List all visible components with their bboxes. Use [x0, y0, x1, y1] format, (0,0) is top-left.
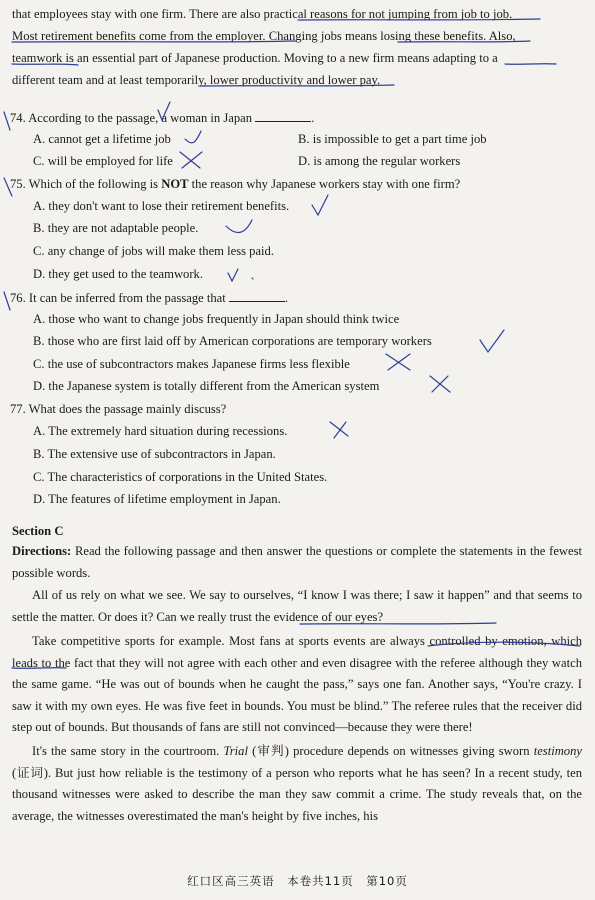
section-c-paragraph-1: All of us rely on what we see. We say to ourselves, “I know I was there; I saw it happen” and that seems to settle the matter. Or does it? Can we really trust the evidence of our eyes?: [12, 588, 582, 624]
q76-option-b: B. those who are first laid off by American corporations are temporary workers: [33, 334, 432, 348]
passage-line-4: different team and at least temporarily, lower productivity and lower pay.: [12, 73, 381, 87]
passage-line-2: Most retirement benefits come from the employer. Changing jobs means losing these benefits. Also,: [12, 29, 516, 43]
q77-option-a: A. The extremely hard situation during recessions.: [33, 424, 288, 438]
section-c-directions: [12, 541, 582, 584]
question-76-stem: 76. It can be inferred from the passage that: [10, 291, 226, 305]
cross-mark: [334, 422, 346, 438]
q76-option-d: D. the Japanese system is totally different from the American system: [33, 379, 380, 393]
cross-mark: [386, 354, 410, 370]
q77-option-c: C. The characteristics of corporations in the United States.: [33, 470, 328, 484]
q76-option-c: C. the use of subcontractors makes Japanese firms less flexible: [33, 357, 350, 371]
para3-trial-cn: (审判): [247, 744, 289, 758]
question-74: 74. According to the passage, a woman in Japan .: [10, 111, 315, 125]
para3-testimony-cn: (证词): [12, 765, 48, 780]
dot-mark: [252, 278, 253, 279]
cross-mark: [430, 376, 450, 392]
para3-testimony: testimony: [533, 744, 582, 758]
check-mark: [312, 195, 328, 215]
directions-text: Read the following passage and then answer the questions or complete the statements in the fewest possible words.: [12, 544, 582, 580]
question-75: [10, 177, 460, 192]
q74-option-a: A. cannot get a lifetime job: [33, 132, 171, 146]
section-c-paragraph-3: [12, 741, 582, 827]
question-75-not: NOT: [161, 177, 189, 191]
directions-label: Directions:: [12, 544, 72, 558]
para3-trial: Trial: [223, 744, 248, 758]
cross-mark: [182, 152, 202, 168]
passage-line-1: that employees stay with one firm. There are also practical reasons for not jumping from job to job.: [12, 7, 513, 21]
q74-option-d: D. is among the regular workers: [298, 154, 461, 168]
q77-option-d: D. The features of lifetime employment in Japan.: [33, 492, 281, 506]
q75-option-b: B. they are not adaptable people.: [33, 221, 199, 235]
section-c-paragraph-2: Take competitive sports for example. Most fans at sports events are always controlled by emotion, which leads to the fact that they will not agree with each other and even disagree with the referee although they watch the same game. “He was out of bounds when he caught the pass,” says one fan. Another says, “You're crazy. I saw it with my own eyes. He was five feet in bounds. You must be blind.” The referee rules that the receiver did step out of bounds. But thousands of fans are still not convinced—because they were there!: [12, 634, 582, 734]
answer-blank: [229, 290, 285, 302]
question-77: 77. What does the passage mainly discuss?: [10, 402, 227, 416]
cross-mark: [388, 354, 410, 370]
question-76: 76. It can be inferred from the passage that .: [10, 291, 289, 305]
q77-option-b: B. The extensive use of subcontractors in Japan.: [33, 447, 276, 461]
check-mark: [185, 131, 201, 143]
question-75-stem-post: the reason why Japanese workers stay with one firm?: [188, 177, 461, 191]
question-75-stem-pre: 75. Which of the following is: [10, 177, 162, 191]
answer-blank: [255, 110, 311, 122]
check-curve-mark: [226, 220, 252, 233]
check-mark: [228, 269, 238, 281]
q75-option-a: A. they don't want to lose their retirement benefits.: [33, 199, 290, 213]
section-c-title: Section C: [12, 524, 64, 538]
cross-mark: [432, 376, 448, 392]
q76-option-a: A. those who want to change jobs frequently in Japan should think twice: [33, 312, 400, 326]
q75-option-d: D. they get used to the teamwork.: [33, 267, 203, 281]
para3-post: . But just how reliable is the testimony of a person who reports what he has seen? In a recent study, ten thousand witnesses were asked to describe the man they saw commit a crime. The study reveals that, on the average, the witnesses overestimated the man's height by five inches, his: [12, 765, 583, 823]
para3-pre: It's the same story in the courtroom.: [32, 744, 224, 758]
q74-option-b: B. is impossible to get a part time job: [298, 132, 487, 146]
check-mark: [480, 330, 504, 352]
cross-mark: [180, 152, 200, 168]
page-footer: 红口区高三英语 本卷共11页 第10页: [187, 874, 408, 888]
q74-option-c: C. will be employed for life: [33, 154, 173, 168]
passage-line-3: teamwork is an essential part of Japanese production. Moving to a new firm means adapting to a: [12, 51, 498, 65]
para3-mid: procedure depends on witnesses giving sworn: [288, 744, 534, 758]
q75-option-c: C. any change of jobs will make them less paid.: [33, 244, 274, 258]
cross-mark: [330, 422, 348, 436]
question-74-stem: 74. According to the passage, a woman in Japan: [10, 111, 253, 125]
